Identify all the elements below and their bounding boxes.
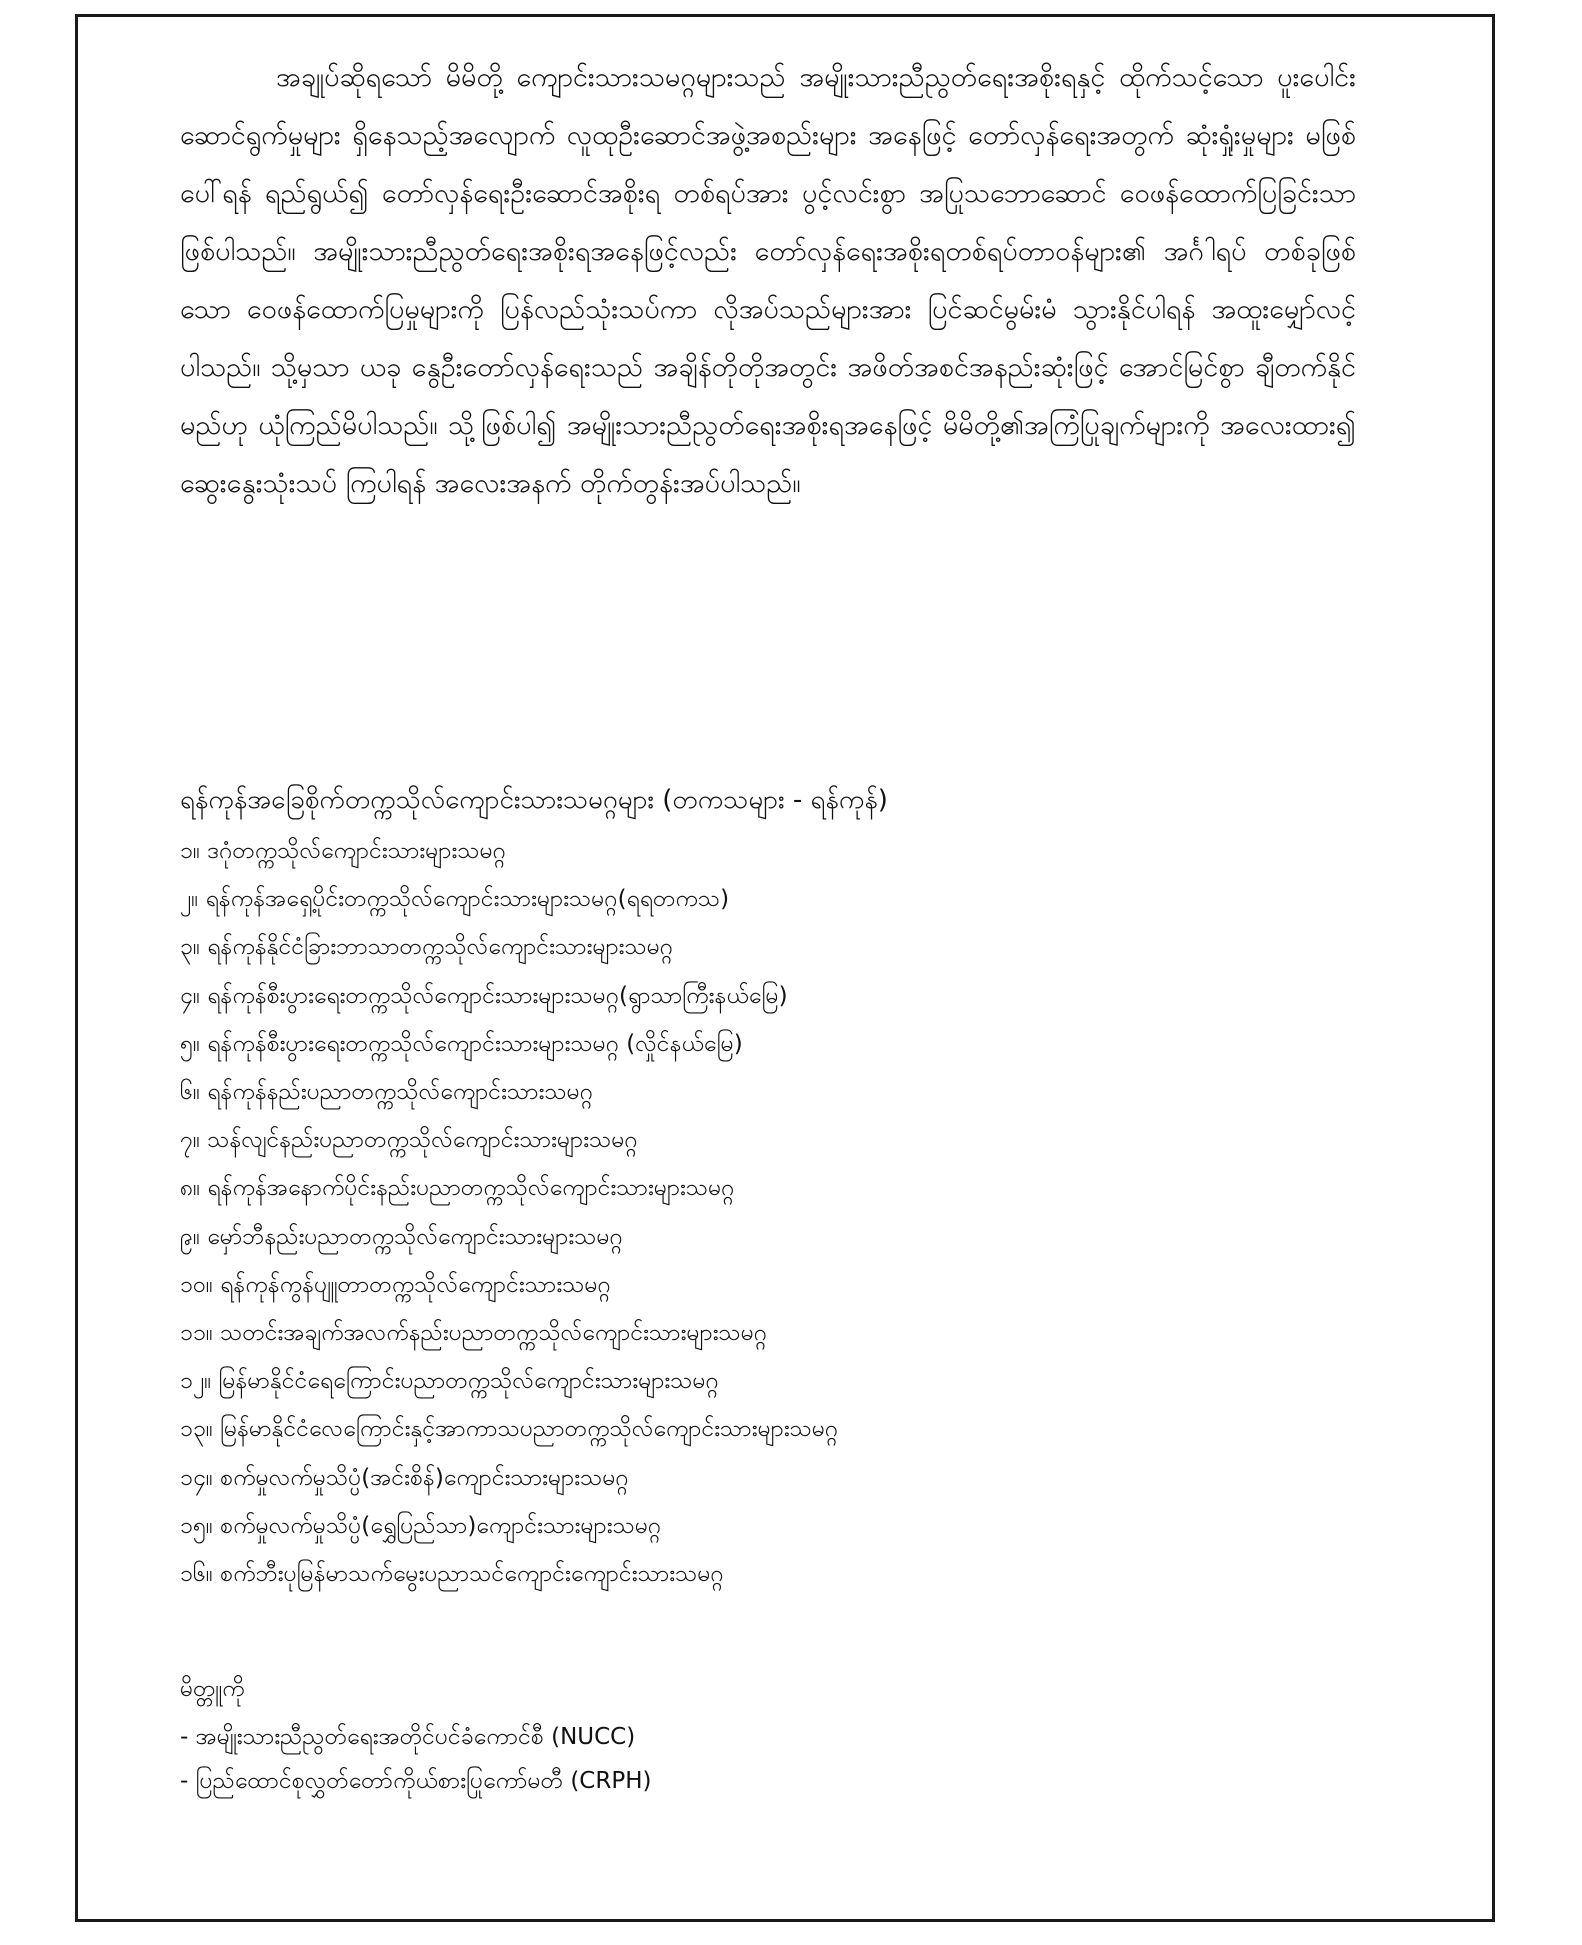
list-item: ၅။ ရန်ကုန်စီးပွားရေးတက္ကသိုလ်ကျောင်းသားများသမဂ္ဂ (လှိုင်နယ်မြေ) [180,1030,743,1057]
list-item: ၁၆။ စက်ဘီးပုမြန်မာသက်မွေးပညာသင်ကျောင်းကျောင်းသားသမဂ္ဂ [180,1561,724,1588]
cc-label: မိတ္တူကို [180,1676,245,1702]
list-item: ၁၅။ စက်မှုလက်မှုသိပ္ပံ(ရွှေပြည်သာ)ကျောင်းသားများသမဂ္ဂ [180,1512,662,1539]
list-item: ၁၄။ စက်မှုလက်မှုသိပ္ပံ(အင်းစိန်)ကျောင်းသားများသမဂ္ဂ [180,1464,629,1491]
list-item: ၁။ ဒဂုံတက္ကသိုလ်ကျောင်းသားများသမဂ္ဂ [180,838,506,864]
list-item: ၂။ ရန်ကုန်အရှေ့ပိုင်းတက္ကသိုလ်ကျောင်းသားများသမဂ္ဂ(ရရတကသ) [180,886,730,913]
union-list-title: ရန်ကုန်အခြေစိုက်တက္ကသိုလ်ကျောင်းသားသမဂ္ဂများ (တကသများ - ရန်ကုန်) [180,785,888,815]
list-item: ၈။ ရန်ကုန်အနောက်ပိုင်းနည်းပညာတက္ကသိုလ်ကျောင်းသားများသမဂ္ဂ [180,1175,735,1202]
list-item: ၁၃။ မြန်မာနိုင်ငံလေကြောင်းနှင့်အာကာသပညာတက္ကသိုလ်ကျောင်းသားများသမဂ္ဂ [180,1416,839,1443]
list-item: ၃။ ရန်ကုန်နိုင်ငံခြားဘာသာတက္ကသိုလ်ကျောင်းသားများသမဂ္ဂ [180,934,674,961]
cc-item-crph: - ပြည်ထောင်စုလွှတ်တော်ကိုယ်စားပြုကော်မတီ (CRPH) [180,1768,652,1794]
body-paragraph: အချုပ်ဆိုရသော် မိမိတို့ ကျောင်းသားသမဂ္ဂများသည် အမျိုးသားညီညွတ်ရေးအစိုးရနှင့် ထိုက်သင့်သော ပူးပေါင်းဆောင်ရွက်မှုများ ရှိနေသည့်အလျောက် လူထုဦးဆောင်အဖွဲ့အစည်းများ အနေဖြင့် တော်လှန်ရေးအတွက် ဆုံးရှုံးမှုများ မဖြစ်ပေါ်ရန် ရည်ရွယ်၍ တော်လှန်ရေးဦးဆောင်အစိုးရ တစ်ရပ်အား ပွင့်လင်းစွာ အပြုသဘောဆောင် ဝေဖန်ထောက်ပြခြင်းသာ ဖြစ်ပါသည်။ အမျိုးသားညီညွတ်ရေးအစိုးရအနေဖြင့်လည်း တော်လှန်ရေးအစိုးရတစ်ရပ်တာဝန်များ၏ အင်္ဂါရပ် တစ်ခုဖြစ်သော ဝေဖန်ထောက်ပြမှုများကို ပြန်လည်သုံးသပ်ကာ လိုအပ်သည်များအား ပြင်ဆင်မွမ်းမံ သွားနိုင်ပါရန် အထူးမျှော်လင့်ပါသည်။ သို့မှသာ ယခု နွေဦးတော်လှန်ရေးသည် အချိန်တိုတိုအတွင်း အဖိတ်အစင်အနည်းဆုံးဖြင့် အောင်မြင်စွာ ချီတက်နိုင်မည်ဟု ယုံကြည်မိပါသည်။ သို့ဖြစ်ပါ၍ အမျိုးသားညီညွတ်ရေးအစိုးရအနေဖြင့် မိမိတို့၏အကြံပြုချက်များကို အလေးထား၍ ဆွေးနွေးသုံးသပ် ကြပါရန် အလေးအနက် တိုက်တွန်းအပ်ပါသည်။ [180,62,1356,499]
cc-section [180,1667,1356,1803]
list-item: ၁၁။ သတင်းအချက်အလက်နည်းပညာတက္ကသိုလ်ကျောင်းသားများသမဂ္ဂ [180,1320,768,1347]
page-frame [75,14,1495,1922]
list-item: ၇။ သန်လျင်နည်းပညာတက္ကသိုလ်ကျောင်းသားများသမဂ္ဂ [180,1127,638,1154]
union-list [180,827,1356,1598]
list-item: ၄။ ရန်ကုန်စီးပွားရေးတက္ကသိုလ်ကျောင်းသားများသမဂ္ဂ(ရွာသာကြီးနယ်မြေ) [180,982,788,1009]
cc-list [180,1715,1356,1803]
list-item: ၆။ ရန်ကုန်နည်းပညာတက္ကသိုလ်ကျောင်းသားသမဂ္ဂ [180,1079,593,1106]
cc-item-nucc: - အမျိုးသားညီညွတ်ရေးအတိုင်ပင်ခံကောင်စီ (NUCC) [180,1724,636,1750]
list-item: ၁၀။ ရန်ကုန်ကွန်ပျူတာတက္ကသိုလ်ကျောင်းသားသမဂ္ဂ [180,1271,611,1298]
list-item: ၁၂။ မြန်မာနိုင်ငံရေကြောင်းပညာတက္ကသိုလ်ကျောင်းသားများသမဂ္ဂ [180,1368,719,1395]
union-list-section [180,775,1356,1598]
list-item: ၉။ မှော်ဘီနည်းပညာတက္ကသိုလ်ကျောင်းသားများသမဂ္ဂ [180,1223,623,1250]
